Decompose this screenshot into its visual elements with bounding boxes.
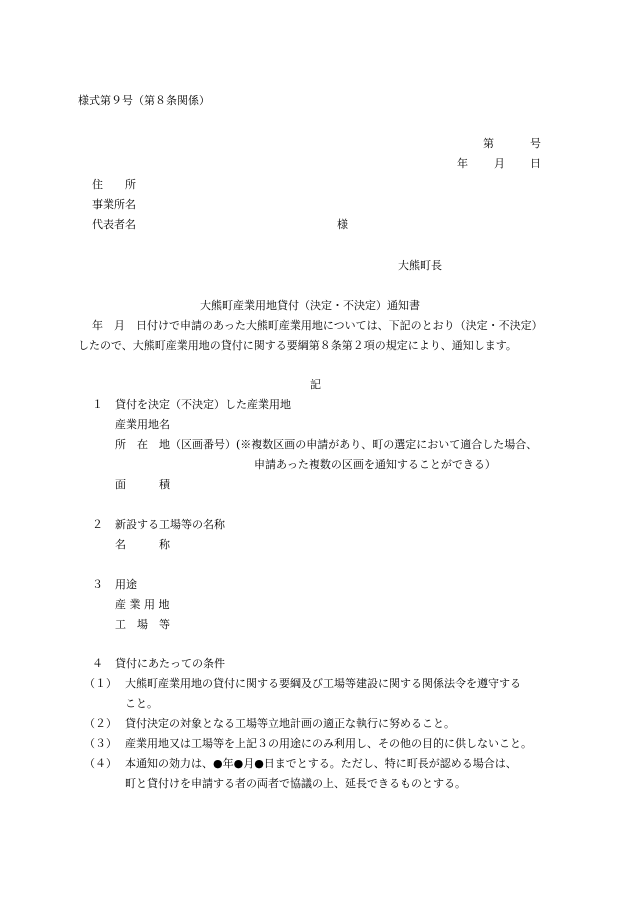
section-1-number: １ xyxy=(92,398,103,411)
intro-line-2: したので、大熊町産業用地の貸付に関する要綱第８条第２項の規定により、通知します。 xyxy=(78,339,517,352)
address-label: 住 所 xyxy=(92,178,136,191)
office-label: 事業所名 xyxy=(92,198,136,211)
section-4-heading: 貸付にあたっての条件 xyxy=(115,657,225,670)
honorific: 様 xyxy=(337,218,348,231)
intro-line-1: 年 月 日付けで申請のあった大熊町産業用地については、下記のとおり（決定・不決定） xyxy=(92,319,543,332)
number-suffix: 号 xyxy=(530,137,541,150)
section-3-number: ３ xyxy=(92,578,103,591)
section-3-heading: 用途 xyxy=(115,578,137,591)
section-2-heading: 新設する工場等の名称 xyxy=(115,518,225,531)
section-1-heading: 貸付を決定（不決定）した産業用地 xyxy=(115,398,291,411)
section-2-number: ２ xyxy=(92,518,103,531)
date-day: 日 xyxy=(530,157,541,170)
section-4-number: ４ xyxy=(92,657,103,670)
date-month: 月 xyxy=(494,157,505,170)
condition-1-line-1: 大熊町産業用地の貸付に関する要綱及び工場等建設に関する関係法令を遵守する xyxy=(125,677,521,690)
use-item-1: 産 業 用 地 xyxy=(115,598,170,611)
area-label: 面 積 xyxy=(115,478,170,491)
issuer: 大熊町長 xyxy=(398,259,442,272)
land-name-label: 産業用地名 xyxy=(115,418,170,431)
condition-2-number: （２） xyxy=(84,717,117,730)
condition-1-line-2: こと。 xyxy=(125,697,158,710)
document-title: 大熊町産業用地貸付（決定・不決定）通知書 xyxy=(200,299,420,312)
form-label: 様式第９号（第８条関係） xyxy=(78,94,210,107)
condition-3-line-1: 産業用地又は工場等を上記３の用途にのみ利用し、その他の目的に供しないこと。 xyxy=(125,737,532,750)
representative-label: 代表者名 xyxy=(92,218,136,231)
location-line-1: 所 在 地（区画番号）(※複数区画の申請があり、町の選定において適合した場合、 xyxy=(115,438,538,451)
condition-3-number: （３） xyxy=(84,737,117,750)
condition-2-line-1: 貸付決定の対象となる工場等立地計画の適正な執行に努めること。 xyxy=(125,717,455,730)
condition-4-number: （４） xyxy=(84,757,117,770)
ki-marker: 記 xyxy=(310,378,321,391)
use-item-2: 工 場 等 xyxy=(115,618,170,631)
location-line-2: 申請あった複数の区画を通知することができる） xyxy=(254,458,496,471)
factory-name-label: 名 称 xyxy=(115,538,170,551)
condition-4-line-2: 町と貸付けを申請する者の両者で協議の上、延長できるものとする。 xyxy=(125,777,466,790)
date-year: 年 xyxy=(457,157,468,170)
number-prefix: 第 xyxy=(483,137,494,150)
condition-4-line-1: 本通知の効力は、●年●月●日までとする。ただし、特に町長が認める場合は、 xyxy=(125,757,517,770)
condition-1-number: （１） xyxy=(84,677,117,690)
